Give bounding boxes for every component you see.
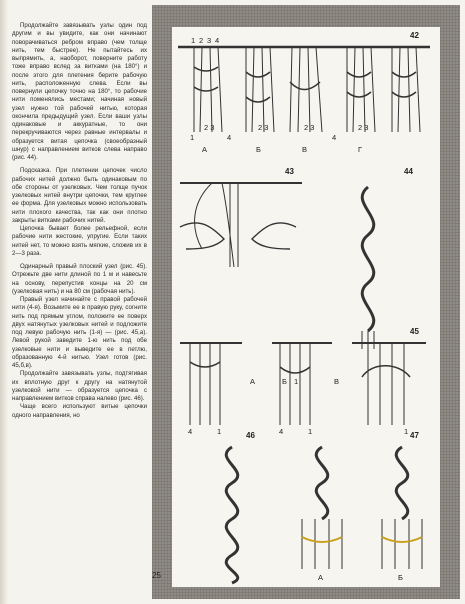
paragraph-2: Подсказка. При плетении цепочек число рабочих нитей должно быть одинаковым по обе стороны от узелковых. Чем толще пучок узелковых нитей внутри цепочки, тем круглее ее форма. Для узелковых можно использовать нити плохого качества, так как они плотно закрыты витками рабочих нитей. (12, 167, 147, 224)
fig42-bottom-label-2: 2 3 (204, 123, 215, 132)
fig47a-chain (316, 447, 328, 519)
fig46-spiral-chain (226, 447, 238, 583)
illustration-panel (152, 5, 460, 599)
fig42-knots-extra (392, 72, 416, 97)
fig45-cords-v (368, 343, 404, 425)
page-gutter (0, 0, 8, 604)
fig43-number: 43 (285, 167, 294, 176)
fig42-knots-g (347, 72, 371, 97)
fig42-bottom-label-7: 2 3 (358, 123, 369, 132)
fig45-mid-label-b: Б (282, 377, 287, 386)
fig47-number: 47 (410, 431, 419, 440)
fig47b-highlight-cord (382, 537, 422, 542)
fig45-label-1b: 1 (308, 427, 313, 436)
fig45-knot-a (190, 362, 220, 367)
paragraph-3: Цепочка бывает более рельефной, если рабочие нити жестокие, упругие. Если таких нитей нет, то можно взять мягкие, сложив их в 2—3 раза. (12, 225, 147, 257)
fig44-number: 44 (404, 167, 413, 176)
fig43-left-hand (180, 223, 224, 249)
paragraph-6: Продолжайте завязывать узлы, подтягивая их вплотную друг к другу на натянутой узелковой нити — образуется цепочка с направлением витков справа налево (рис. 46). (12, 370, 147, 402)
fig42-bottom-label-3: 4 (227, 133, 232, 142)
paragraph-5: Правый узел начинайте с правой рабочей нити (4-я). Возьмите ее в правую руку, согните нить под прямым углом, положите ее поверх двух натянутых узелковых нитей и подложите под левую рабочую нить (1-я) — (рис. 45,а). Левой рукой заведите 1-ю нить под обе узелковые нити и выведите ее в петлю, образованную 4-й нитью. Узел готов (рис. 45,б,в). (12, 296, 147, 369)
fig47-sub-label-a: А (318, 573, 324, 582)
fig42-sub-label-b: Б (256, 145, 261, 154)
text-column (12, 22, 147, 420)
knot-illustrations (172, 27, 440, 587)
fig45-knot-v (362, 366, 410, 377)
paragraph-1: Продолжайте завязывать узлы один под другим и вы увидите, как они начинают поворачиваться ребром вправо (чем толще нить, тем быстрее). Не пытайтесь их выпрямить, а, наоборот, поверните работу тоже вправо вслед за витками (на 180°) и после этого для плетения берите рабочую нить, расположенную слева. Если вы повернули цепочку точно на 180°, то рабочие нити поменялись местами; начиная новый узел нужно той рабочей нитью, которая окончила предыдущий узел. Если ваши узлы одинаковые и аккуратные, то они перекручиваются через равные интервалы и образуется витая цепочка (своеобразный шнур) с направлением витков слева направо (рис. 44). (12, 22, 147, 161)
fig42-sub-label-a: А (202, 145, 208, 154)
fig45-number: 45 (410, 327, 419, 336)
fig47b-chain (396, 447, 408, 519)
fig47b-cords (382, 519, 422, 569)
fig45-cords-a (190, 343, 220, 425)
fig42-cords-extra (392, 47, 420, 132)
fig47a-highlight-cord (302, 537, 342, 542)
fig45-sub-label-v: В (334, 377, 340, 386)
fig43-right-hand (252, 223, 296, 249)
fig46-number: 46 (246, 431, 255, 440)
fig45-mid-label-1: 1 (294, 377, 299, 386)
fig42-bottom-label-6: 4 (332, 133, 337, 142)
fig42-bottom-label-5: 2 3 (304, 123, 315, 132)
fig42-top-label-2: 2 (199, 36, 204, 45)
page-number: 25 (152, 571, 161, 580)
fig42-cords-g (347, 47, 375, 132)
fig47-sub-label-b: Б (398, 573, 403, 582)
illustration-area (172, 27, 440, 587)
fig45-label-4b: 4 (279, 427, 284, 436)
fig42-bottom-label-4: 2 3 (258, 123, 269, 132)
fig42-knots-b (246, 72, 270, 102)
fig42-top-label-3: 3 (207, 36, 212, 45)
fig47a-cords (302, 519, 342, 569)
fig42-top-label-1: 1 (191, 36, 196, 45)
fig42-knots-a (194, 67, 218, 91)
fig43-cords (195, 183, 238, 267)
fig45-label-1a: 1 (217, 427, 222, 436)
fig45-label-1v: 1 (404, 427, 409, 436)
fig45-label-4a: 4 (188, 427, 193, 436)
paragraph-7: Чаще всего используют витые цепочки одного направления, но (12, 403, 147, 419)
paragraph-4: Одинарный правый плоский узел (рис. 45). Отрежьте две нити длиной по 1 м и навесьте на основу, перепустив концы на 20 см (узелковая нить) и на 80 см (рабочая нить). (12, 263, 147, 295)
fig42-sub-label-v: В (302, 145, 308, 154)
fig44-twisted-chain (362, 187, 374, 331)
fig42-cords-b (246, 47, 274, 132)
fig45-knot-b (280, 367, 310, 373)
fig42-knots-v (290, 82, 320, 90)
fig42-bottom-label-1: 1 (190, 133, 195, 142)
fig42-top-label-4: 4 (215, 36, 220, 45)
fig45-sub-label-a: А (250, 377, 256, 386)
fig42-number: 42 (410, 31, 419, 40)
fig42-sub-label-g: Г (358, 145, 363, 154)
